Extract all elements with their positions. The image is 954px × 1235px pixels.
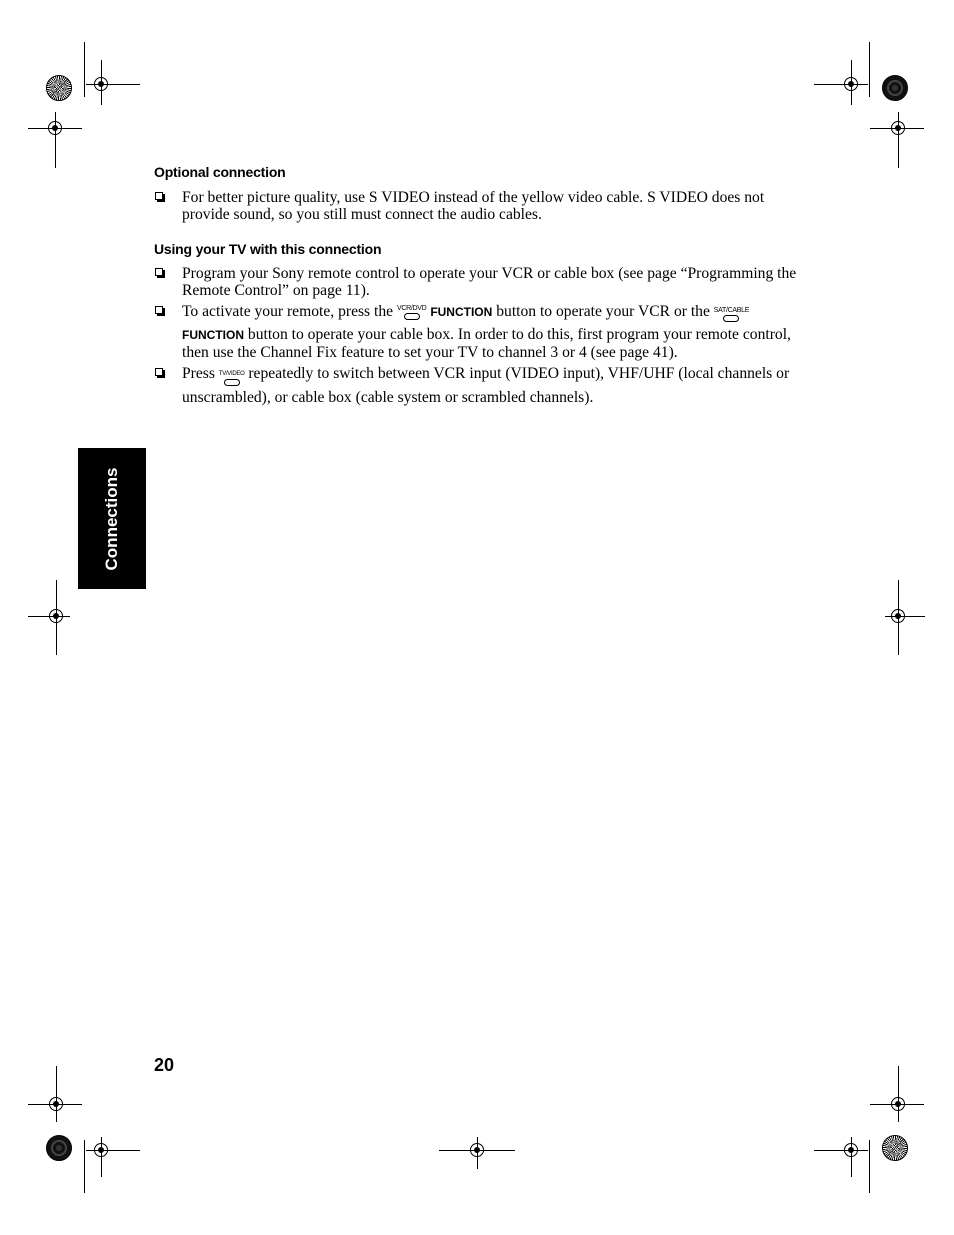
list-item-text: button to operate your cable box. In order to do this, first program your remote control, then use the Channel Fix feature to set your TV to channel 3 or 4 (see page 41). (182, 326, 791, 361)
remote-button-icon (404, 313, 420, 320)
dark-disc-icon (882, 75, 908, 101)
checkbox-bullet-icon (155, 268, 163, 276)
side-tab-connections (78, 448, 146, 589)
tv-video-button-icon: TV/VIDEO (219, 371, 245, 386)
checkbox-bullet-icon (155, 306, 163, 314)
section-heading-using-tv: Using your TV with this connection (154, 241, 382, 257)
crosshair-icon (94, 1143, 108, 1157)
list-item-text: button to operate your VCR or the (496, 303, 710, 320)
list-item-text: repeatedly to switch between VCR input (VIDEO input), VHF/UHF (local channels or unscrambled), or cable box (cable system or scrambled channels). (182, 365, 790, 406)
crosshair-icon (891, 609, 905, 623)
crosshair-icon (49, 1097, 63, 1111)
crosshair-icon (49, 609, 63, 623)
list-item-text: For better picture quality, use S VIDEO instead of the yellow video cable. S VIDEO does not provide sound, so you still must connect the audio cables. (182, 189, 765, 223)
remote-button-icon (224, 379, 240, 386)
function-label: FUNCTION (430, 305, 493, 319)
crosshair-icon (891, 1097, 905, 1111)
dark-disc-icon (46, 1135, 72, 1161)
list-item (154, 189, 804, 223)
sat-cable-function-button-icon: SAT/CABLE (714, 307, 749, 322)
crosshair-icon (844, 77, 858, 91)
remote-button-icon (723, 315, 739, 322)
list-item-text: To activate your remote, press the (182, 303, 394, 320)
crosshair-icon (844, 1143, 858, 1157)
function-label: FUNCTION (182, 328, 244, 342)
vcr-dvd-function-button-icon: VCR/DVD (397, 305, 426, 320)
list-item (154, 365, 804, 406)
list-item (154, 265, 804, 299)
list-item (154, 303, 804, 361)
crosshair-icon (48, 121, 62, 135)
crosshair-icon (891, 121, 905, 135)
starburst-icon (46, 75, 72, 101)
list-item-text: Press (182, 365, 215, 382)
side-tab-label: Connections (102, 467, 121, 570)
section-heading-optional-connection: Optional connection (154, 164, 286, 180)
page-number: 20 (154, 1055, 175, 1075)
crosshair-icon (470, 1143, 484, 1157)
checkbox-bullet-icon (155, 368, 163, 376)
using-tv-list (154, 265, 804, 410)
starburst-icon (882, 1135, 908, 1161)
optional-connection-list (154, 189, 804, 227)
checkbox-bullet-icon (155, 192, 163, 200)
crosshair-icon (94, 77, 108, 91)
list-item-text: Program your Sony remote control to operate your VCR or cable box (see page “Programming the Remote Control” on page 11). (182, 265, 797, 299)
